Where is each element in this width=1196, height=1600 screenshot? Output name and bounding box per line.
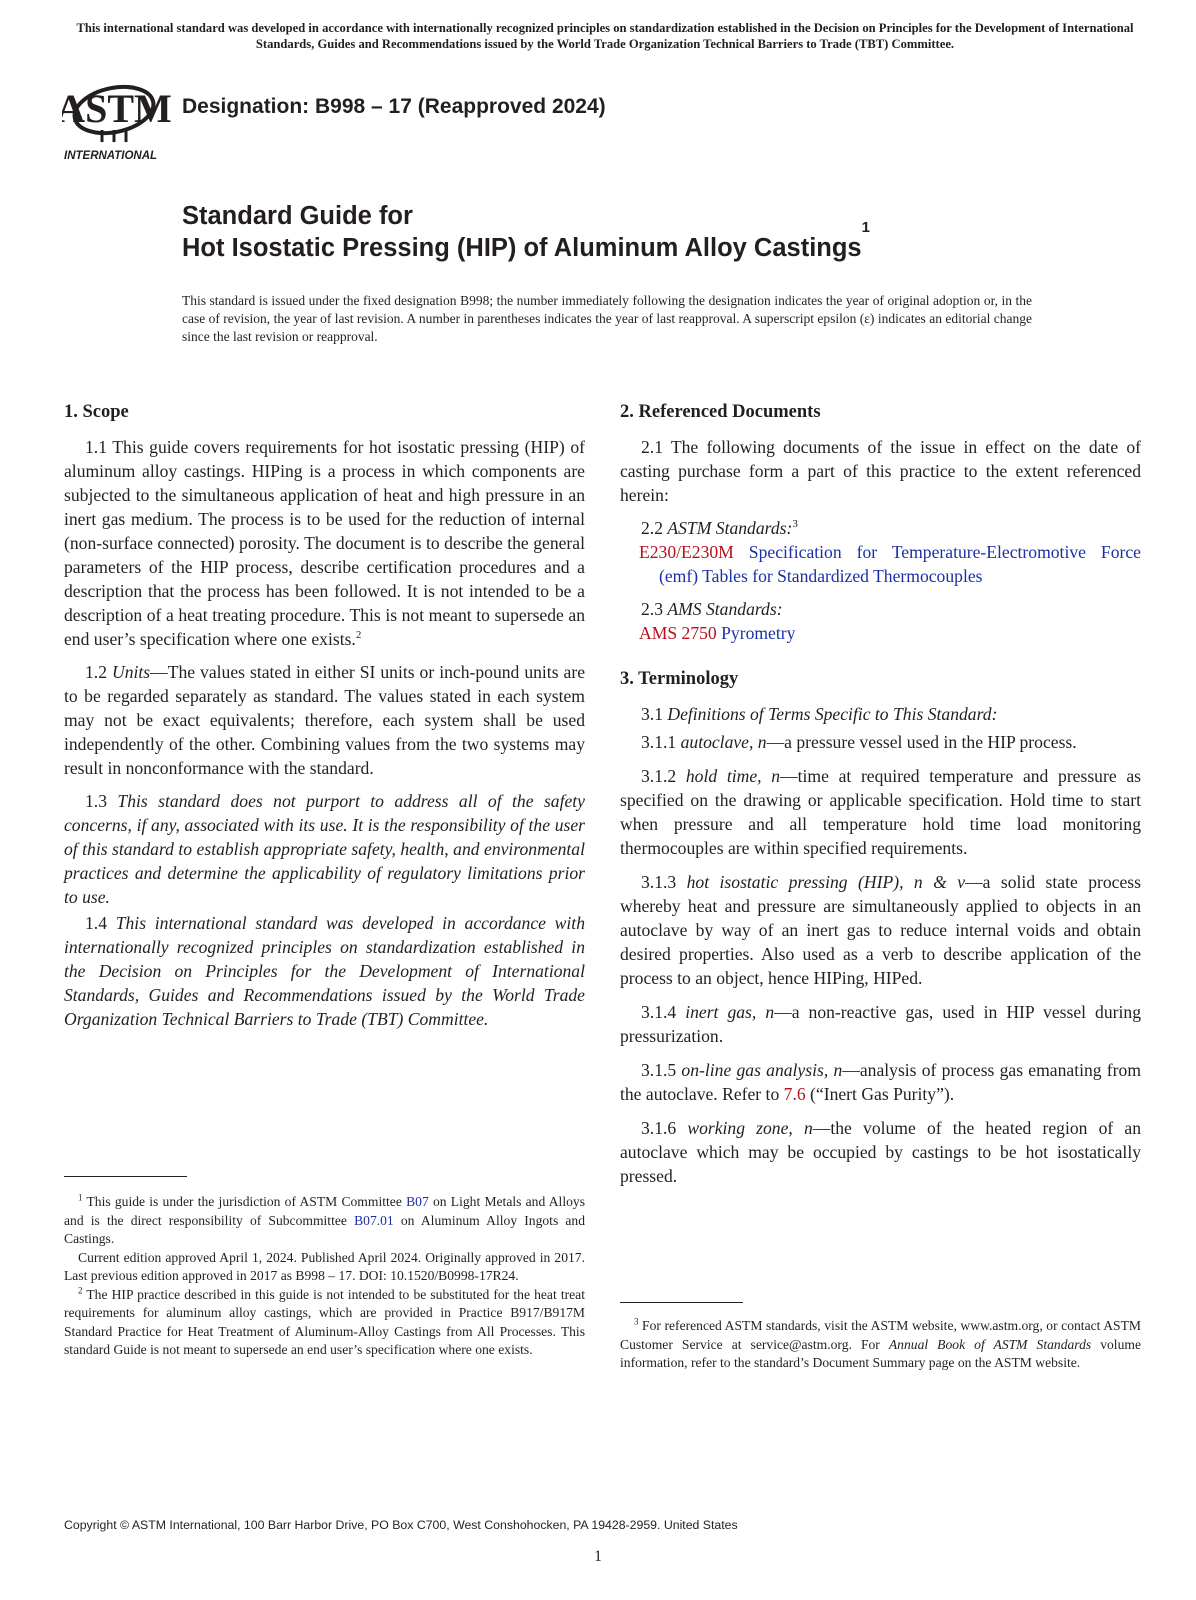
wto-notice: This international standard was developed in accordance with internationally recognized principles on standardization established in the Decision on Principles for the Development of International Standards, Guides and Recommendations issued by the World Trade Organization Technical Barriers to Trade (TBT) Committee. [76, 21, 1134, 51]
link-ams2750[interactable]: AMS 2750 [639, 623, 717, 643]
issuance-note: This standard is issued under the fixed designation B998; the number immediately following the designation indicates the year of original adoption or, in the case of revision, the year of last revision. A number in parentheses indicates the year of last reapproval. A superscript epsilon (ε) indicates an editorial change since the last revision or reapproval. [182, 293, 1032, 344]
footnotes-right [620, 1302, 1141, 1373]
para-1-1: 1.1 This guide covers requirements for hot isostatic pressing (HIP) of aluminum alloy castings. HIPing is a process in which components are subjected to the simultaneous application of heat and high pressure in an inert gas medium. The process is to be used for the reduction of internal (non-surface connected) porosity. The document is to describe the general parameters of the HIP process, describe certification procedures and a description that the process has been followed. It is not intended to be a description of a heat treating procedure. This is not meant to supersede an end user’s specification where one exists.$^2$ [64, 437, 585, 649]
footnote-divider [64, 1176, 187, 1177]
footnote-1: $^1$ This guide is under the jurisdiction of ASTM Committee B07 on Light Metals and Alloys and is the direct responsibility of Subcommittee B07.01 on Aluminum Alloy Ingots and Castings. [64, 1192, 585, 1246]
title-line-1: Standard Guide for [182, 202, 413, 230]
para-1-2: 1.2 Units—The values stated in either SI units or inch-pound units are to be regarded separately as standard. The values stated in each system may not be exact equivalents; therefore, each system shall be used independently of the other. Combining values from the two systems may result in nonconformance with the standard. [64, 662, 585, 778]
term-3-1-2: 3.1.2 hold time, n—time at required temperature and pressure as specified on the drawing or applicable specification. Hold time to start when pressure and all temperature hold time load monitoring thermocouples are within specified requirements. [620, 766, 1141, 858]
para-3-1: 3.1 Definitions of Terms Specific to This Standard: [641, 704, 998, 724]
left-column [64, 400, 585, 1031]
section-heading-referenced-documents: 2. Referenced Documents [620, 402, 821, 422]
link-b07-01[interactable]: B07.01 [354, 1212, 394, 1228]
link-e230[interactable]: E230/E230M [639, 542, 734, 562]
term-3-1-3: 3.1.3 hot isostatic pressing (HIP), n & v—a solid state process whereby heat and pressure are simultaneously applied to objects in an autoclave by way of an inert gas to reduce internal voids and obtain desired properties. Also used as a verb to describe application of the process to an object, hence HIPing, HIPed. [620, 872, 1141, 988]
term-3-1-1: 3.1.1 autoclave, n—a pressure vessel used in the HIP process. [641, 732, 1077, 752]
logo-letters: ASTM [62, 86, 172, 131]
copyright-line: Copyright © ASTM International, 100 Barr Harbor Drive, PO Box C700, West Conshohocken, PA 19428-2959. United States [64, 1518, 738, 1532]
para-1-4: 1.4 This international standard was developed in accordance with internationally recognized principles on standardization established in the Decision on Principles for the Development of International Standards, Guides and Recommendations issued by the World Trade Organization Technical Barriers to Trade (TBT) Committee. [64, 913, 585, 1029]
title-footnote-mark: 1 [861, 219, 870, 236]
para-1-3: 1.3 This standard does not purport to address all of the safety concerns, if any, associated with its use. It is the responsibility of the user of this standard to establish appropriate safety, health, and environmental practices and determine the applicability of regulatory limitations prior to use. [64, 791, 585, 907]
astm-logo [62, 70, 172, 170]
para-2-1: 2.1 The following documents of the issue in effect on the date of casting purchase form a part of this practice to the extent referenced herein: [620, 437, 1141, 505]
section-heading-terminology: 3. Terminology [620, 669, 739, 689]
astm-logo-icon [62, 70, 172, 170]
page-number: 1 [594, 1548, 602, 1565]
footnote-ref-3[interactable]: 3 [792, 518, 798, 531]
logo-international: INTERNATIONAL [64, 150, 158, 162]
ref-ams2750 [620, 621, 1141, 645]
document-title [182, 200, 1082, 264]
section-heading-scope: 1. Scope [64, 402, 129, 422]
para-2-2: 2.2 ASTM Standards:$^3$ [641, 518, 798, 538]
footnote-1-edition: Current edition approved April 1, 2024. Published April 2024. Originally approved in 2017. Last previous edition approved in 2017 as B998 – 17. DOI: 10.1520/B0998-17R24. [64, 1249, 585, 1283]
title-line-2: Hot Isostatic Pressing (HIP) of Aluminum Alloy Castings$^1$ [182, 219, 870, 262]
term-3-1-4: 3.1.4 inert gas, n—a non-reactive gas, used in HIP vessel during pressurization. [620, 1002, 1141, 1046]
footnote-2: $^2$ The HIP practice described in this guide is not intended to be substituted for the heat treat requirements for aluminum alloy castings, which are provided in Practice B917/B917M Standard Practice for Heat Treatment of Aluminum-Alloy Castings from All Processes. This standard Guide is not meant to supersede an end user’s specification where one exists. [64, 1284, 585, 1357]
link-b07[interactable]: B07 [406, 1194, 429, 1209]
right-column [620, 400, 1141, 1188]
para-2-3: 2.3 AMS Standards: [641, 599, 783, 619]
link-e230-title[interactable]: Specification for Temperature-Electromotive Force (emf) Tables for Standardized Thermocouples [659, 542, 1141, 586]
term-3-1-5: 3.1.5 on-line gas analysis, n—analysis of process gas emanating from the autoclave. Refer to 7.6 (“Inert Gas Purity”). [620, 1060, 1141, 1104]
link-7-6[interactable]: 7.6 [783, 1084, 806, 1104]
term-3-1-6: 3.1.6 working zone, n—the volume of the heated region of an autoclave which may be occupied by castings to be hot isostatically pressed. [620, 1118, 1141, 1186]
footnotes-left [64, 1176, 585, 1360]
link-ams2750-title[interactable]: Pyrometry [716, 623, 796, 643]
footnote-divider [620, 1302, 743, 1303]
designation: Designation: B998 – 17 (Reapproved 2024) [182, 95, 606, 118]
ref-e230 [620, 540, 1141, 588]
footnote-3: $^3$ For referenced ASTM standards, visit the ASTM website, www.astm.org, or contact ASTM Customer Service at service@astm.org. For Annual Book of ASTM Standards volume information, refer to the standard’s Document Summary page on the ASTM website. [620, 1316, 1141, 1370]
footnote-ref-2[interactable]: 2 [355, 629, 362, 642]
